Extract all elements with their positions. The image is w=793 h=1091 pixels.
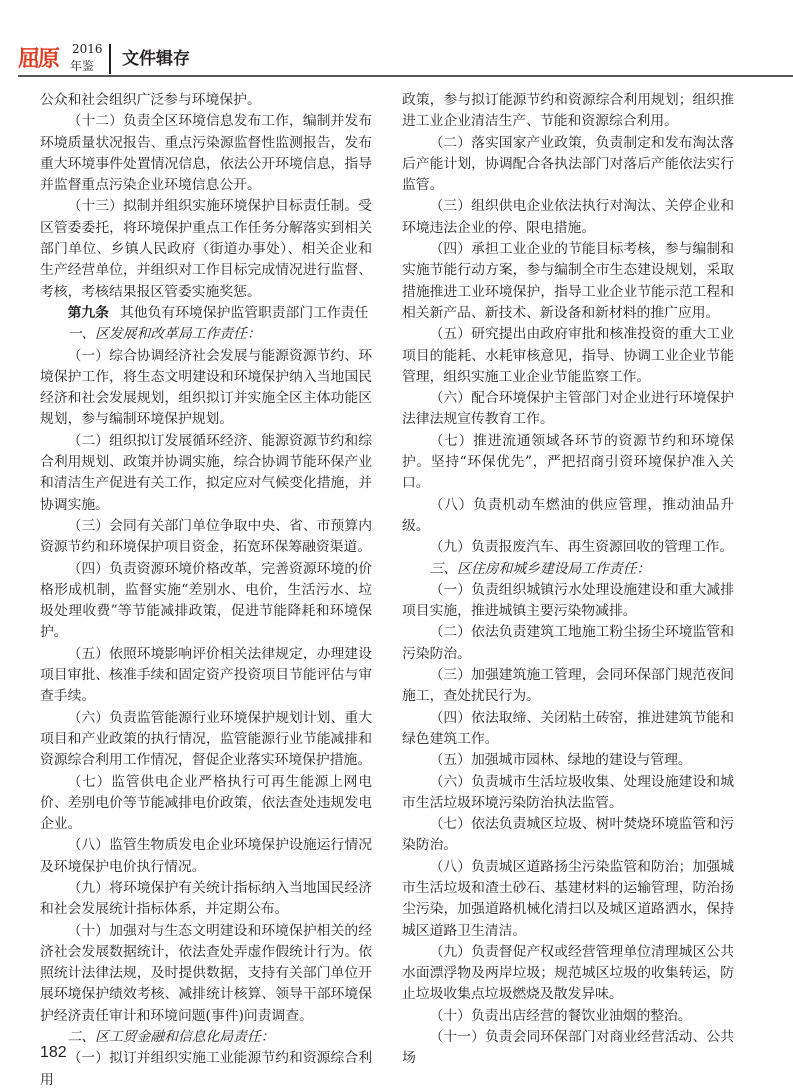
logo-year: 2016: [72, 42, 103, 56]
left-column: [40, 90, 372, 1091]
paragraph: （四）承担工业企业的节能目标考核，参与编制和实施节能行动方案，参与编制全市生态建设规划，采取措施推进工业环境保护，指导工业企业节能示范工程和相关新产品、新技术、新设备和新材料的推广应用。: [402, 241, 734, 321]
paragraph: （三）会同有关部门单位争取中央、省、市预算内资源节约和环境保护项目资金，拓宽环保筹融资渠道。: [40, 517, 372, 556]
paragraph: 政策，参与拟订能源节约和资源综合利用规划；组织推进工业企业清洁生产、节能和资源综合利用。: [402, 92, 734, 130]
paragraph: （六）负责监管能源行业环境保护规划计划、重大项目和产业政策的执行情况，监管能源行业节能减排和资源综合利用工作情况，督促企业落实环境保护措施。: [40, 709, 372, 769]
logo-suffix: 年鉴: [70, 59, 95, 73]
paragraph: （一）拟订并组织实施工业能源节约和资源综合利用: [40, 1050, 372, 1088]
paragraph: （三）组织供电企业依法执行对淘汰、关停企业和环境违法企业的停、限电措施。: [402, 198, 734, 236]
page-header: [18, 44, 793, 76]
paragraph: （四）负责资源环境价格改革，完善资源环境的价格形成机制，监督实施“差别水、电价，生活污水、垃圾处理收费”等节能减排政策，促进节能降耗和环境保护。: [40, 560, 372, 641]
right-column: [402, 90, 734, 1070]
paragraph: （五）研究提出由政府审批和核准投资的重大工业项目的能耗、水耗审核意见，指导、协调工业企业节能管理，组织实施工业企业节能监察工作。: [402, 326, 734, 385]
paragraph: （十二）负责全区环境信息发布工作，编制并发布环境质量状况报告、重点污染源监督性监测报告，发布重大环境事件处置情况信息，依法公开环境信息，指导并监督重点污染企业环境信息公开。: [40, 113, 372, 194]
paragraph: （七）依法负责城区垃圾、树叶焚烧环境监管和污染防治。: [402, 816, 734, 854]
article-title: 其他负有环境保护监管职责部门工作责任: [120, 304, 369, 321]
page-number: 182: [40, 1044, 67, 1061]
paragraph: （十三）拟制并组织实施环境保护目标责任制。受区管委委托，将环境保护重点工作任务分解落实到相关部门单位、乡镇人民政府（街道办事处）、相关企业和生产经营单位，并组织对工作目标完成情况进行监督、考核，考核结果报区管委实施奖惩。: [40, 198, 372, 300]
paragraph: （七）监管供电企业严格执行可再生能源上网电价、差别电价等节能减排电价政策，依法查处违规发电企业。: [40, 773, 372, 833]
article-heading: [40, 303, 372, 324]
paragraph: （二）落实国家产业政策，负责制定和发布淘汰落后产能计划，协调配合各执法部门对落后产能依法实行监管。: [402, 134, 734, 194]
paragraph: （六）负责城市生活垃圾收集、处理设施建设和城市生活垃圾环境污染防治执法监管。: [402, 773, 734, 811]
section-heading: 二、区工贸金融和信息化局责任：: [67, 1029, 275, 1046]
paragraph: （九）负责督促产权或经营管理单位清理城区公共水面漂浮物及两岸垃圾；规范城区垃圾的收集转运，防止垃圾收集点垃圾燃烧及散发异味。: [402, 943, 734, 1003]
paragraph: （八）负责机动车燃油的供应管理，推动油品升级。: [402, 496, 734, 534]
section-heading: 三、区住房和城乡建设局工作责任：: [429, 560, 651, 577]
paragraph: （四）依法取缔、关闭粘土砖窑，推进建筑节能和绿色建筑工作。: [402, 709, 734, 747]
article-number: 第九条: [67, 304, 109, 321]
paragraph: （九）负责报废汽车、再生资源回收的管理工作。: [429, 539, 734, 556]
section-title: 文件辑存: [122, 49, 190, 69]
paragraph: （一）负责组织城镇污水处理设施建设和重大减排项目实施，推进城镇主要污染物减排。: [402, 581, 734, 620]
paragraph: （五）依照环境影响评价相关法律规定，办理建设项目审批、核准手续和固定资产投资项目节能评估与审查手续。: [40, 645, 372, 705]
paragraph: （二）组织拟订发展循环经济、能源资源节约和综合利用规划、政策并协调实施，综合协调节能环保产业和清洁生产促进有关工作，拟定应对气候变化措施，并协调实施。: [40, 432, 372, 513]
paragraph: （八）负责城区道路扬尘污染监管和防治；加强城市生活垃圾和渣土砂石、基建材料的运输管理，防治扬尘污染，加强道路机械化清扫以及城区道路洒水，保持城区道路卫生清洁。: [402, 858, 734, 939]
paragraph: （十一）负责会同环保部门对商业经营活动、公共场: [402, 1029, 734, 1067]
yearbook-logo: [18, 42, 108, 74]
header-rule: [18, 75, 793, 77]
paragraph: （一）综合协调经济社会发展与能源资源节约、环境保护工作，将生态文明建设和环境保护纳入当地国民经济和社会发展规划，组织拟订并实施全区主体功能区规划，参与编制环境保护规划。: [40, 347, 372, 428]
paragraph: （十）加强对与生态文明建设和环境保护相关的经济社会发展数据统计，依法查处弄虚作假统计行为。依照统计法律法规，及时提供数据，支持有关部门单位开展环境保护绩效考核、减排统计核算、领导干部环境保护经济责任审计和环境问题(事件)问责调查。: [40, 922, 372, 1024]
paragraph: （九）将环境保护有关统计指标纳入当地国民经济和社会发展统计指标体系，并定期公布。: [40, 879, 372, 918]
paragraph: 公众和社会组织广泛参与环境保护。: [40, 92, 261, 108]
paragraph: （三）加强建筑施工管理，会同环保部门规范夜间施工，查处扰民行为。: [402, 667, 734, 705]
paragraph: （二）依法负责建筑工地施工粉尘扬尘环境监管和污染防治。: [402, 624, 734, 662]
paragraph: （五）加强城市园林、绿地的建设与管理。: [429, 752, 692, 769]
section-heading: 一、区发展和改革局工作责任：: [67, 326, 261, 343]
paragraph: （十）负责出店经营的餐饮业油烟的整治。: [429, 1007, 692, 1024]
logo-text: 屈原: [18, 47, 59, 72]
paragraph: （七）推进流通领域各环节的资源节约和环境保护。坚持“环保优先”，严把招商引资环境保护准入关口。: [402, 432, 734, 492]
header-divider: [109, 44, 111, 74]
paragraph: （八）监管生物质发电企业环境保护设施运行情况及环境保护电价执行情况。: [40, 837, 372, 875]
paragraph: （六）配合环境保护主管部门对企业进行环境保护法律法规宣传教育工作。: [402, 390, 734, 428]
